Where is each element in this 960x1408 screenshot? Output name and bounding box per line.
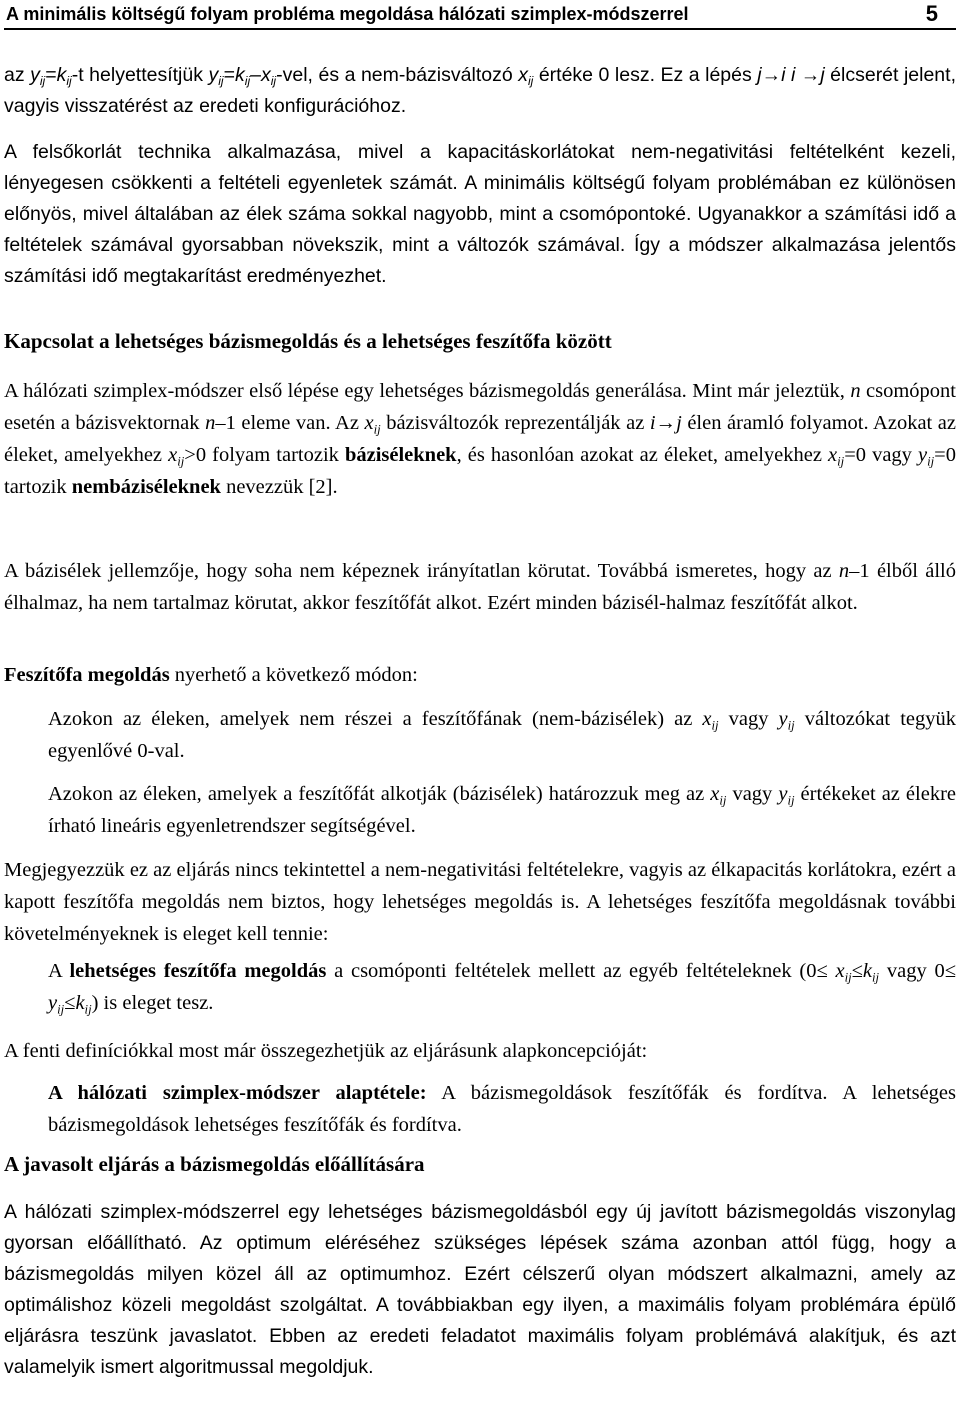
section-heading-proposed-procedure: A javasolt eljárás a bázismegoldás előállítására	[4, 1152, 425, 1176]
indented-paragraph-non-basis: Azokon az éleken, amelyek nem részei a feszítőfának (nem-bázisélek) az $x_{ij}$ vagy $y_{ij}$ változókat tegyük egyenlővé 0-val.	[48, 708, 956, 762]
header-title: A minimális költségű folyam probléma megoldása hálózati szimplex-módszerrel	[6, 4, 689, 24]
running-header	[4, 0, 956, 30]
paragraph-basis-edges: A bázisélek jellemzője, hogy soha nem képeznek irányítatlan körutat. Továbbá ismeretes, hogy az n–1 élből álló élhalmaz, ha nem tartalmaz körutat, akkor feszítőfát alkot. Ezért minden bázisél-halmaz feszítőfát alkot.	[4, 560, 957, 614]
paragraph-summary-intro: A fenti definíciókkal most már összegezhetjük az eljárásunk alapkoncepcióját:	[4, 1040, 648, 1062]
paragraph-remark: Megjegyezzük ez az eljárás nincs tekintettel a nem-negativitási feltételekre, vagyis az élkapacitás korlátokra, ezért a kapott feszítőfa megoldás nem biztos, hogy lehetséges megoldás is. A lehetséges feszítőfa megoldásnak további követelményeknek is eleget kell tennie:	[4, 859, 956, 945]
paragraph-substitution: az $y_{ij}=k_{ij}-t$ helyettesítjük $y_{ij}=k_{ij}-x_{ij}$-vel, és a nem-bázisváltozó $x_{ij}$ értéke 0 lesz. Ez a lépés j→i i →j élcserét jelent, vagyis visszatérést az eredeti konfigurációhoz.	[4, 64, 956, 117]
section-heading-basis-spanning-tree: Kapcsolat a lehetséges bázismegoldás és a lehetséges feszítőfa között	[4, 329, 612, 353]
indented-paragraph-theorem: A hálózati szimplex-módszer alaptétele: A bázismegoldások feszítőfák és fordítva. A lehetséges bázismegoldások lehetséges feszítőfák és fordítva.	[48, 1082, 956, 1136]
indented-paragraph-feasible-tree: A lehetséges feszítőfa megoldás a csomóponti feltételek mellett az egyéb feltételeknek ($0\le x_{ij}\le k_{ij}$ vagy $0\le y_{ij}\le k_{ij}$) is eleget tesz.	[48, 960, 956, 1017]
paragraph-basis-generation: A hálózati szimplex-módszer első lépése egy lehetséges bázismegoldás generálása. Mint már jeleztük, n csomópont esetén a bázisvektornak n–1 eleme van. Az $x_{ij}$ bázisváltozók reprezentálják az i→j élen áramló folyamot. Azokat az éleket, amelyekhez $x_{ij}>0$ folyam tartozik báziséleknek, és hasonlóan azokat az éleket, amelyekhez $x_{ij}=0$ vagy $y_{ij}=0$ tartozik nembáziséleknek nevezzük [2].	[4, 380, 957, 498]
indented-paragraph-basis: Azokon az éleken, amelyek a feszítőfát alkotják (bázisélek) határozzuk meg az $x_{ij}$ vagy $y_{ij}$ értékeket az élekre írható lineáris egyenletrendszer segítségével.	[48, 783, 956, 837]
paragraph-proposed-procedure: A hálózati szimplex-módszerrel egy lehetséges bázismegoldásból egy új javított bázismegoldás viszonylag gyorsan előállítható. Az optimum eléréséhez szükséges lépések száma azonban attól függ, hogy a bázismegoldás milyen közel áll az optimumhoz. Ezért célszerű olyan módszert alkalmazni, amely az optimálishoz közeli megoldást szolgáltat. A továbbiakban egy ilyen, a maximális folyam problémára épülő eljárásra teszünk javaslatot. Ebben az eredeti feladatot maximális folyam problémává alakítjuk, és azt valamelyik ismert algoritmussal megoldjuk.	[4, 1201, 956, 1378]
page-number: 5	[925, 1, 938, 26]
paragraph-spanning-tree-solution: Feszítőfa megoldás nyerhető a következő módon:	[4, 664, 418, 686]
paragraph-upper-bound-technique: A felsőkorlát technika alkalmazása, mivel a kapacitáskorlátokat nem-negativitási feltételként kezeli, lényegesen csökkenti a feltételi egyenletek számát. A minimális költségű folyam problémában ez különösen előnyös, mivel általában az élek száma sokkal nagyobb, mint a csomópontoké. Ugyanakkor a számítási idő a feltételek számával gyorsabban növekszik, mint a változók számával. Így a módszer alkalmazása jelentős számítási idő megtakarítást eredményezhet.	[4, 141, 956, 287]
